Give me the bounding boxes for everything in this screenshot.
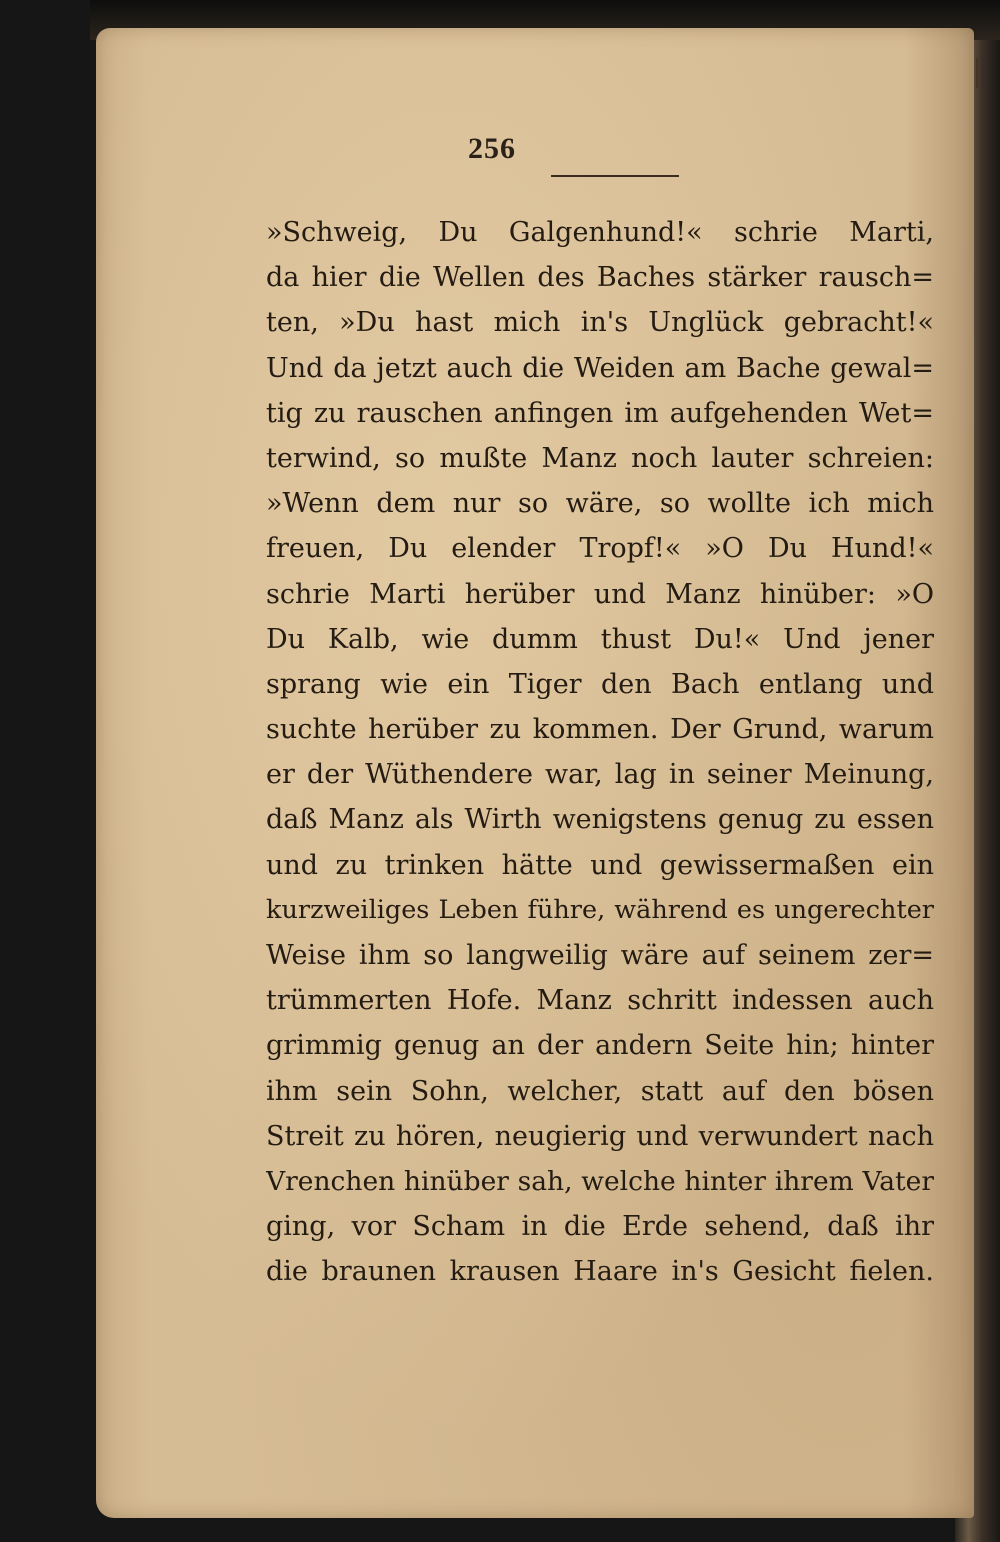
text-line: terwind, so mußte Manz noch lauter schreien:: [266, 442, 934, 474]
text-line: Du Kalb, wie dumm thust Du!« Und jener: [266, 623, 934, 655]
body-text: [266, 210, 934, 1295]
text-line: freuen, Du elender Tropf!« »O Du Hund!«: [266, 533, 934, 565]
text-line: suchte herüber zu kommen. Der Grund, warum: [266, 714, 934, 746]
text-line: Und da jetzt auch die Weiden am Bache gewal=: [266, 352, 934, 384]
text-line: »Wenn dem nur so wäre, so wollte ich mich: [266, 488, 934, 520]
text-line: »Schweig, Du Galgenhund!« schrie Marti,: [266, 217, 934, 248]
page-number: 256: [468, 132, 516, 165]
text-line: schrie Marti herüber und Manz hinüber: »O: [266, 578, 934, 610]
page-number-rule: [551, 175, 679, 177]
text-line: Vrenchen hinüber sah, welche hinter ihrem Vater: [266, 1165, 934, 1197]
text-line: daß Manz als Wirth wenigstens genug zu essen: [266, 804, 934, 836]
text-line: ging, vor Scham in die Erde sehend, daß ihr: [266, 1211, 934, 1243]
text-line: die braunen krausen Haare in's Gesicht fielen.: [266, 1256, 934, 1288]
text-line: trümmerten Hofe. Manz schritt indessen auch: [266, 985, 934, 1017]
text-line: und zu trinken hätte und gewissermaßen ein: [266, 849, 934, 881]
text-line: sprang wie ein Tiger den Bach entlang und: [266, 668, 934, 700]
text-line: Weise ihm so langweilig wäre auf seinem zer=: [266, 940, 934, 971]
page-crease: [976, 58, 978, 88]
text-line: da hier die Wellen des Baches stärker rausch=: [266, 262, 934, 294]
text-line: ten, »Du hast mich in's Unglück gebracht!«: [266, 307, 934, 339]
text-line: er der Wüthendere war, lag in seiner Meinung,: [266, 759, 934, 791]
text-line: tig zu rauschen anfingen im aufgehenden Wet=: [266, 397, 934, 429]
text-line: kurzweiliges Leben führe, während es ungerechter: [266, 894, 934, 925]
text-line: Streit zu hören, neugierig und verwundert nach: [266, 1120, 934, 1152]
text-line: ihm sein Sohn, welcher, statt auf den bösen: [266, 1075, 934, 1107]
text-line: grimmig genug an der andern Seite hin; hinter: [266, 1030, 934, 1062]
